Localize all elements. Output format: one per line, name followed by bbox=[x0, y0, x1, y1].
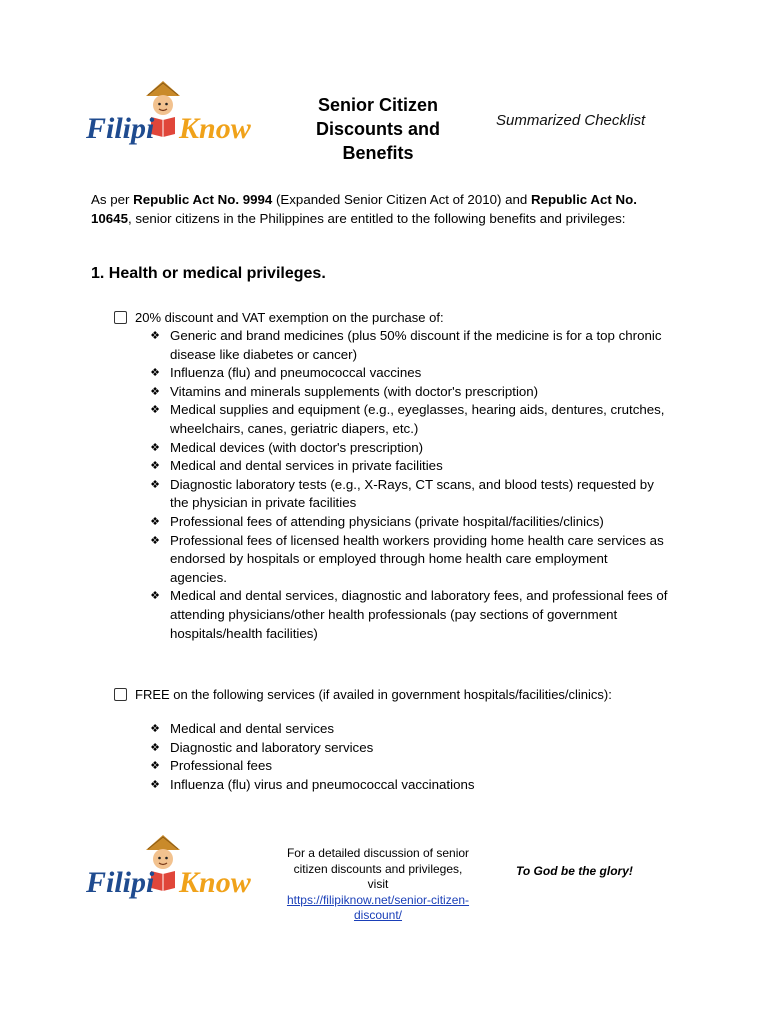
footer-note bbox=[286, 846, 470, 924]
intro-text-2: (Expanded Senior Citizen Act of 2010) and bbox=[272, 192, 532, 207]
discount-items-list bbox=[148, 327, 668, 643]
logo-text-left: Filipi bbox=[86, 112, 155, 145]
list-item-text: Vitamins and minerals supplements (with doctor's prescription) bbox=[170, 383, 539, 399]
title-line-3: Benefits bbox=[342, 143, 414, 163]
list-item-text: Professional fees of attending physicians (private hospital/facilities/clinics) bbox=[170, 513, 604, 529]
footer-filipiknow-logo bbox=[84, 826, 254, 922]
list-item bbox=[148, 327, 668, 364]
free-services-checklist-item[interactable] bbox=[114, 687, 714, 702]
list-item-text: Medical and dental services, diagnostic and laboratory fees, and professional fees of attending physicians/other health professionals (pay sections of government hospitals/health facilities) bbox=[170, 588, 668, 641]
logo-text-left: Filipi bbox=[86, 866, 155, 899]
footer-logo-graphic bbox=[84, 826, 254, 922]
list-item bbox=[148, 476, 668, 513]
list-item bbox=[148, 401, 668, 438]
diamond-bullet-icon: ❖ bbox=[150, 440, 160, 454]
diamond-bullet-icon: ❖ bbox=[150, 722, 160, 735]
diamond-bullet-icon: ❖ bbox=[150, 589, 160, 603]
document-title bbox=[298, 93, 458, 165]
logo-graphic bbox=[84, 72, 254, 168]
list-item-text: Influenza (flu) and pneumococcal vaccines bbox=[170, 365, 422, 381]
list-item bbox=[148, 532, 668, 588]
checkbox-icon[interactable] bbox=[114, 311, 127, 324]
list-item bbox=[148, 364, 668, 383]
free-services-list bbox=[148, 720, 668, 794]
diamond-bullet-icon: ❖ bbox=[150, 403, 160, 417]
discount-group bbox=[114, 310, 684, 643]
law-ra-10645: Republic Act No. 10645 bbox=[91, 192, 637, 226]
list-item-text: Professional fees of licensed health workers providing home health care services as endorsed by hospitals or employed through home health care employment agencies. bbox=[170, 532, 664, 585]
free-services-group bbox=[114, 687, 714, 794]
diamond-bullet-icon: ❖ bbox=[150, 514, 160, 528]
intro-text-1: As per bbox=[91, 192, 134, 207]
list-item bbox=[148, 439, 668, 458]
title-line-2: Discounts and bbox=[315, 119, 440, 139]
closing-line: To God be the glory! bbox=[516, 864, 633, 878]
diamond-bullet-icon: ❖ bbox=[150, 777, 160, 791]
list-item bbox=[148, 739, 668, 758]
checkbox-icon[interactable] bbox=[114, 688, 127, 701]
list-item bbox=[148, 757, 668, 776]
list-item bbox=[148, 776, 668, 795]
logo-text-right: Know bbox=[179, 866, 251, 899]
list-item-text: Medical supplies and equipment (e.g., eyeglasses, hearing aids, dentures, crutches, wheelchairs, canes, geriatric diapers, etc.) bbox=[170, 402, 665, 436]
diamond-bullet-icon: ❖ bbox=[150, 459, 160, 473]
list-item-text: Diagnostic and laboratory services bbox=[170, 739, 374, 755]
filipiknow-logo bbox=[84, 72, 254, 168]
list-item bbox=[148, 587, 668, 643]
law-ra-9994: Republic Act No. 9994 bbox=[133, 192, 273, 207]
intro-text-3: , senior citizens in the Philippines are entitled to the following benefits and privileges: bbox=[127, 211, 626, 226]
subtitle: Summarized Checklist bbox=[496, 112, 646, 129]
list-item-text: Medical and dental services in private facilities bbox=[170, 458, 443, 474]
discount-label: 20% discount and VAT exemption on the purchase of: bbox=[135, 310, 444, 325]
diamond-bullet-icon: ❖ bbox=[150, 384, 160, 398]
list-item-text: Professional fees bbox=[170, 758, 272, 774]
list-item bbox=[148, 513, 668, 532]
diamond-bullet-icon: ❖ bbox=[150, 477, 160, 491]
diamond-bullet-icon: ❖ bbox=[150, 329, 160, 342]
list-item-text: Diagnostic laboratory tests (e.g., X-Rays, CT scans, and blood tests) requested by the physician in private facilities bbox=[170, 476, 654, 511]
free-services-label: FREE on the following services (if availed in government hospitals/facilities/clinics): bbox=[135, 687, 612, 702]
discount-checklist-item[interactable] bbox=[114, 310, 684, 325]
list-item-text: Medical and dental services bbox=[170, 721, 335, 736]
diamond-bullet-icon: ❖ bbox=[150, 533, 160, 547]
list-item bbox=[148, 383, 668, 402]
diamond-bullet-icon: ❖ bbox=[150, 740, 160, 754]
list-item-text: Generic and brand medicines (plus 50% discount if the medicine is for a top chronic disease like diabetes or cancer) bbox=[170, 328, 662, 362]
logo-text-right: Know bbox=[179, 112, 251, 145]
title-line-1: Senior Citizen bbox=[317, 95, 438, 115]
list-item-text: Influenza (flu) virus and pneumococcal vaccinations bbox=[170, 776, 475, 792]
diamond-bullet-icon: ❖ bbox=[150, 759, 160, 773]
discount-article-link[interactable]: https://filipiknow.net/senior-citizen-discount/ bbox=[286, 892, 470, 922]
list-item-text: Medical devices (with doctor's prescription) bbox=[170, 439, 424, 455]
list-item bbox=[148, 457, 668, 476]
list-item bbox=[148, 720, 668, 739]
section-heading: 1. Health or medical privileges. bbox=[91, 265, 326, 282]
intro-paragraph bbox=[91, 190, 681, 228]
footer-note-text: For a detailed discussion of senior citizen discounts and privileges, visit bbox=[286, 846, 470, 891]
diamond-bullet-icon: ❖ bbox=[150, 366, 160, 380]
